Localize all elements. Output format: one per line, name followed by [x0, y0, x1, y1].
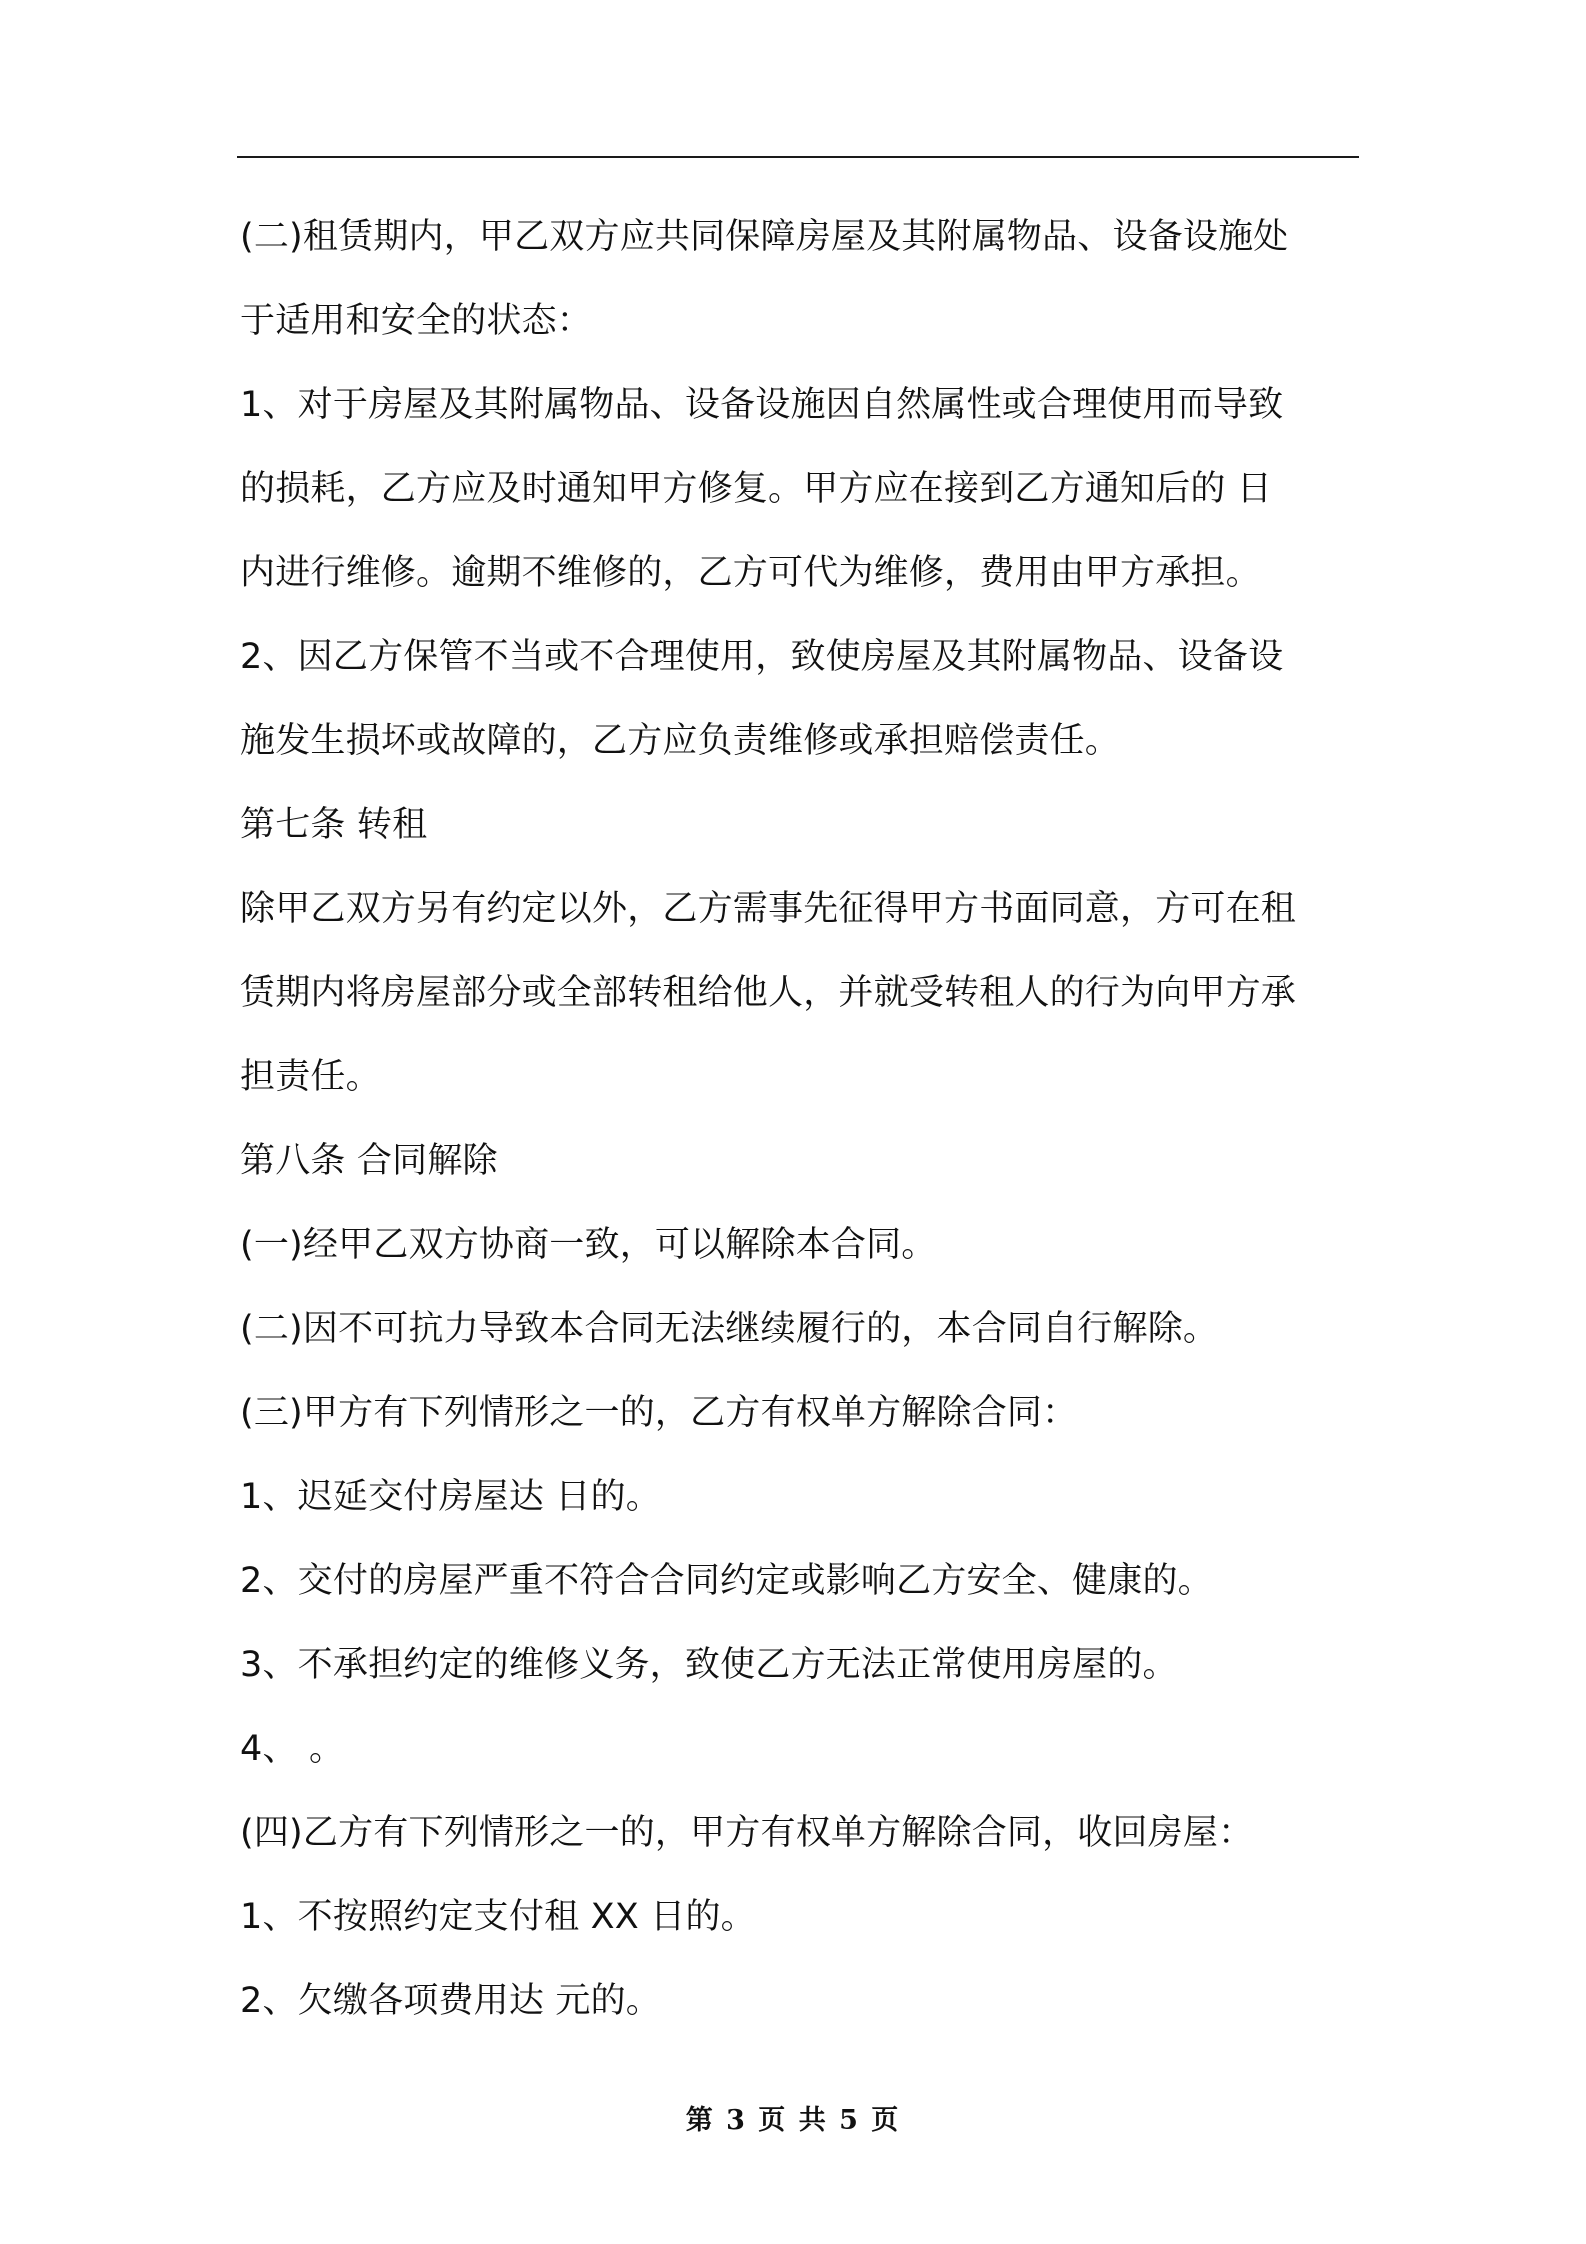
text-line: 担责任。 — [240, 1057, 381, 1097]
header-rule — [237, 156, 1359, 158]
text-line: 2、交付的房屋严重不符合合同约定或影响乙方安全、健康的。 — [240, 1561, 1213, 1601]
text-line: 的损耗，乙方应及时通知甲方修复。甲方应在接到乙方通知后的 日 — [240, 469, 1273, 509]
section-heading: 第八条 合同解除 — [240, 1141, 498, 1181]
text-line: 4、 。 — [240, 1729, 345, 1769]
section-heading: 第七条 转租 — [240, 805, 428, 845]
text-line: (四)乙方有下列情形之一的，甲方有权单方解除合同，收回房屋： — [240, 1813, 1254, 1853]
document-body — [240, 195, 1360, 2043]
text-line: 1、不按照约定支付租 XX 日的。 — [240, 1897, 756, 1937]
text-line: 2、因乙方保管不当或不合理使用，致使房屋及其附属物品、设备设 — [240, 637, 1284, 677]
text-line: 3、不承担约定的维修义务，致使乙方无法正常使用房屋的。 — [240, 1645, 1178, 1685]
text-line: 除甲乙双方另有约定以外，乙方需事先征得甲方书面同意，方可在租 — [240, 889, 1297, 929]
text-line: 内进行维修。逾期不维修的，乙方可代为维修，费用由甲方承担。 — [240, 553, 1261, 593]
text-line: 1、迟延交付房屋达 日的。 — [240, 1477, 661, 1517]
text-line: 1、对于房屋及其附属物品、设备设施因自然属性或合理使用而导致 — [240, 385, 1284, 425]
text-line: 施发生损坏或故障的，乙方应负责维修或承担赔偿责任。 — [240, 721, 1121, 761]
page-number: 第 3 页 共 5 页 — [685, 2105, 901, 2136]
text-line: (二)因不可抗力导致本合同无法继续履行的，本合同自行解除。 — [240, 1309, 1219, 1349]
text-line: 2、欠缴各项费用达 元的。 — [240, 1981, 661, 2021]
text-line: 赁期内将房屋部分或全部转租给他人，并就受转租人的行为向甲方承 — [240, 973, 1297, 1013]
text-line: 于适用和安全的状态： — [240, 301, 593, 341]
text-line: (一)经甲乙双方协商一致，可以解除本合同。 — [240, 1225, 937, 1265]
text-line: (二)租赁期内，甲乙双方应共同保障房屋及其附属物品、设备设施处 — [240, 217, 1289, 257]
text-line: (三)甲方有下列情形之一的，乙方有权单方解除合同： — [240, 1393, 1078, 1433]
